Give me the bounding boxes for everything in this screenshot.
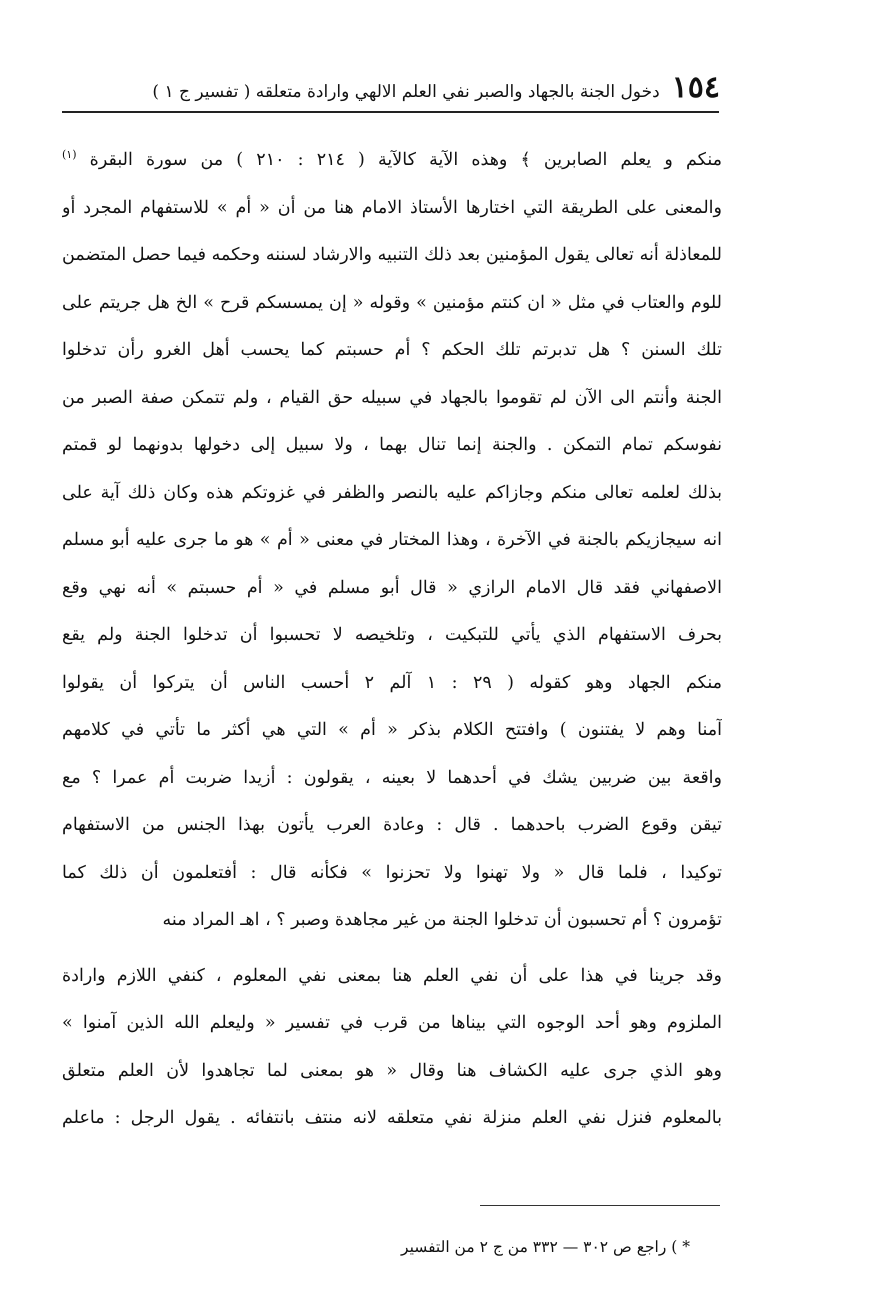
text-line: تؤمرون ؟ أم تحسبون أن تدخلوا الجنة من غير مجاهدة وصبر ؟ ، اهـ المراد منه [162,910,722,930]
text-line: الاصفهاني فقد قال الامام الرازي « قال أبو مسلم في « أم حسبتم » أنه نهي وقع [62,577,722,598]
text-line: الملزوم وهو أحد الوجوه التي بيناها من قرب في تفسير « وليعلم الله الذين آمنوا » [62,1013,722,1033]
footnote-divider [480,1205,720,1206]
text-line: نفوسكم تمام التمكن . والجنة إنما تنال بهما ، ولا سبيل إلى دخولها بدونهما لو قمتم [62,435,722,455]
text-line: واقعة بين ضربين يشك في أحدهما لا بعينه ، يقولون : أزيدا ضربت أم عمرا ؟ مع [62,767,722,788]
text-line: انه سيجازيكم بالجنة في الآخرة ، وهذا المختار في معنى « أم » هو ما جرى عليه أبو مسلم [62,530,722,550]
text-line: وهو الذي جرى عليه الكشاف هنا وقال « هو بمعنى لما تجاهدوا لأن العلم متعلق [62,1060,722,1081]
text-line: توكيدا ، فلما قال « ولا تهنوا ولا تحزنوا » فكأنه قال : أفتعلمون أن ذلك كما [62,862,722,883]
text-line: بحرف الاستفهام الذي يأتي للتبكيت ، وتلخيصه لا تحسبوا أن تدخلوا الجنة ولم يقع [62,625,722,645]
body-text [62,138,722,1144]
page-header [60,66,720,106]
text-line: للوم والعتاب في مثل « ان كنتم مؤمنين » وقوله « إن يمسسكم قرح » الخ هل جريتم على [62,292,722,313]
page-number: ١٥٤ [671,70,720,105]
text-line: للمعاذلة أنه تعالى يقول المؤمنين بعد ذلك التنبيه والارشاد لسننه وحكمه فيما حصل المتضمن [62,245,722,265]
text-line: والمعنى على الطريقة التي اختارها الأستاذ الامام هنا من أن « أم » للاستفهام المجرد أو [62,197,722,218]
text-line: منكم الجهاد وهو كقوله ( ٢٩ : ١ آلم ٢ أحسب الناس أن يتركوا أن يقولوا [62,672,722,693]
text-line: منكم و يعلم الصابرين ﴾ وهذه الآية كالآية ( ٢١٤ : ٢١٠ ) من سورة البقرة $^{(١)}$ [62,148,722,170]
text-line: بذلك لعلمه تعالى منكم وجازاكم عليه بالنصر والظفر في غزوتكم هذه وكان ذلك آية على [62,482,722,503]
running-title: دخول الجنة بالجهاد والصبر نفي العلم الالهي وارادة متعلقه ( تفسير ج ١ ) [152,82,660,102]
header-divider [62,111,719,113]
footnote-marker: (١) [62,148,77,162]
text-line: بالمعلوم فنزل نفي العلم منزلة نفي متعلقه لانه منتف بانتفائه . يقول الرجل : ماعلم [62,1108,722,1128]
footnote: * ) راجع ص ٣٠٢ — ٣٣٢ من ج ٢ من التفسير [401,1238,690,1256]
text-line: آمنا وهم لا يفتنون ) وافتتح الكلام بذكر « أم » التي هي أكثر ما تأتي في كلامهم [62,720,722,740]
text-line: الجنة وأنتم الى الآن لم تقوموا بالجهاد في سبيله حق القيام ، ولم تتمكن صفة الصبر من [62,387,722,408]
text-line: وقد جرينا في هذا على أن نفي العلم هنا بمعنى نفي المعلوم ، كنفي اللازم وارادة [62,965,722,986]
text-line: تيقن وقوع الضرب باحدهما . قال : وعادة العرب يأتون بهذا الجنس من الاستفهام [62,815,722,835]
text-line: تلك السنن ؟ هل تدبرتم تلك الحكم ؟ أم حسبتم كما يحسب أهل الغرو رأن تدخلوا [62,340,722,360]
